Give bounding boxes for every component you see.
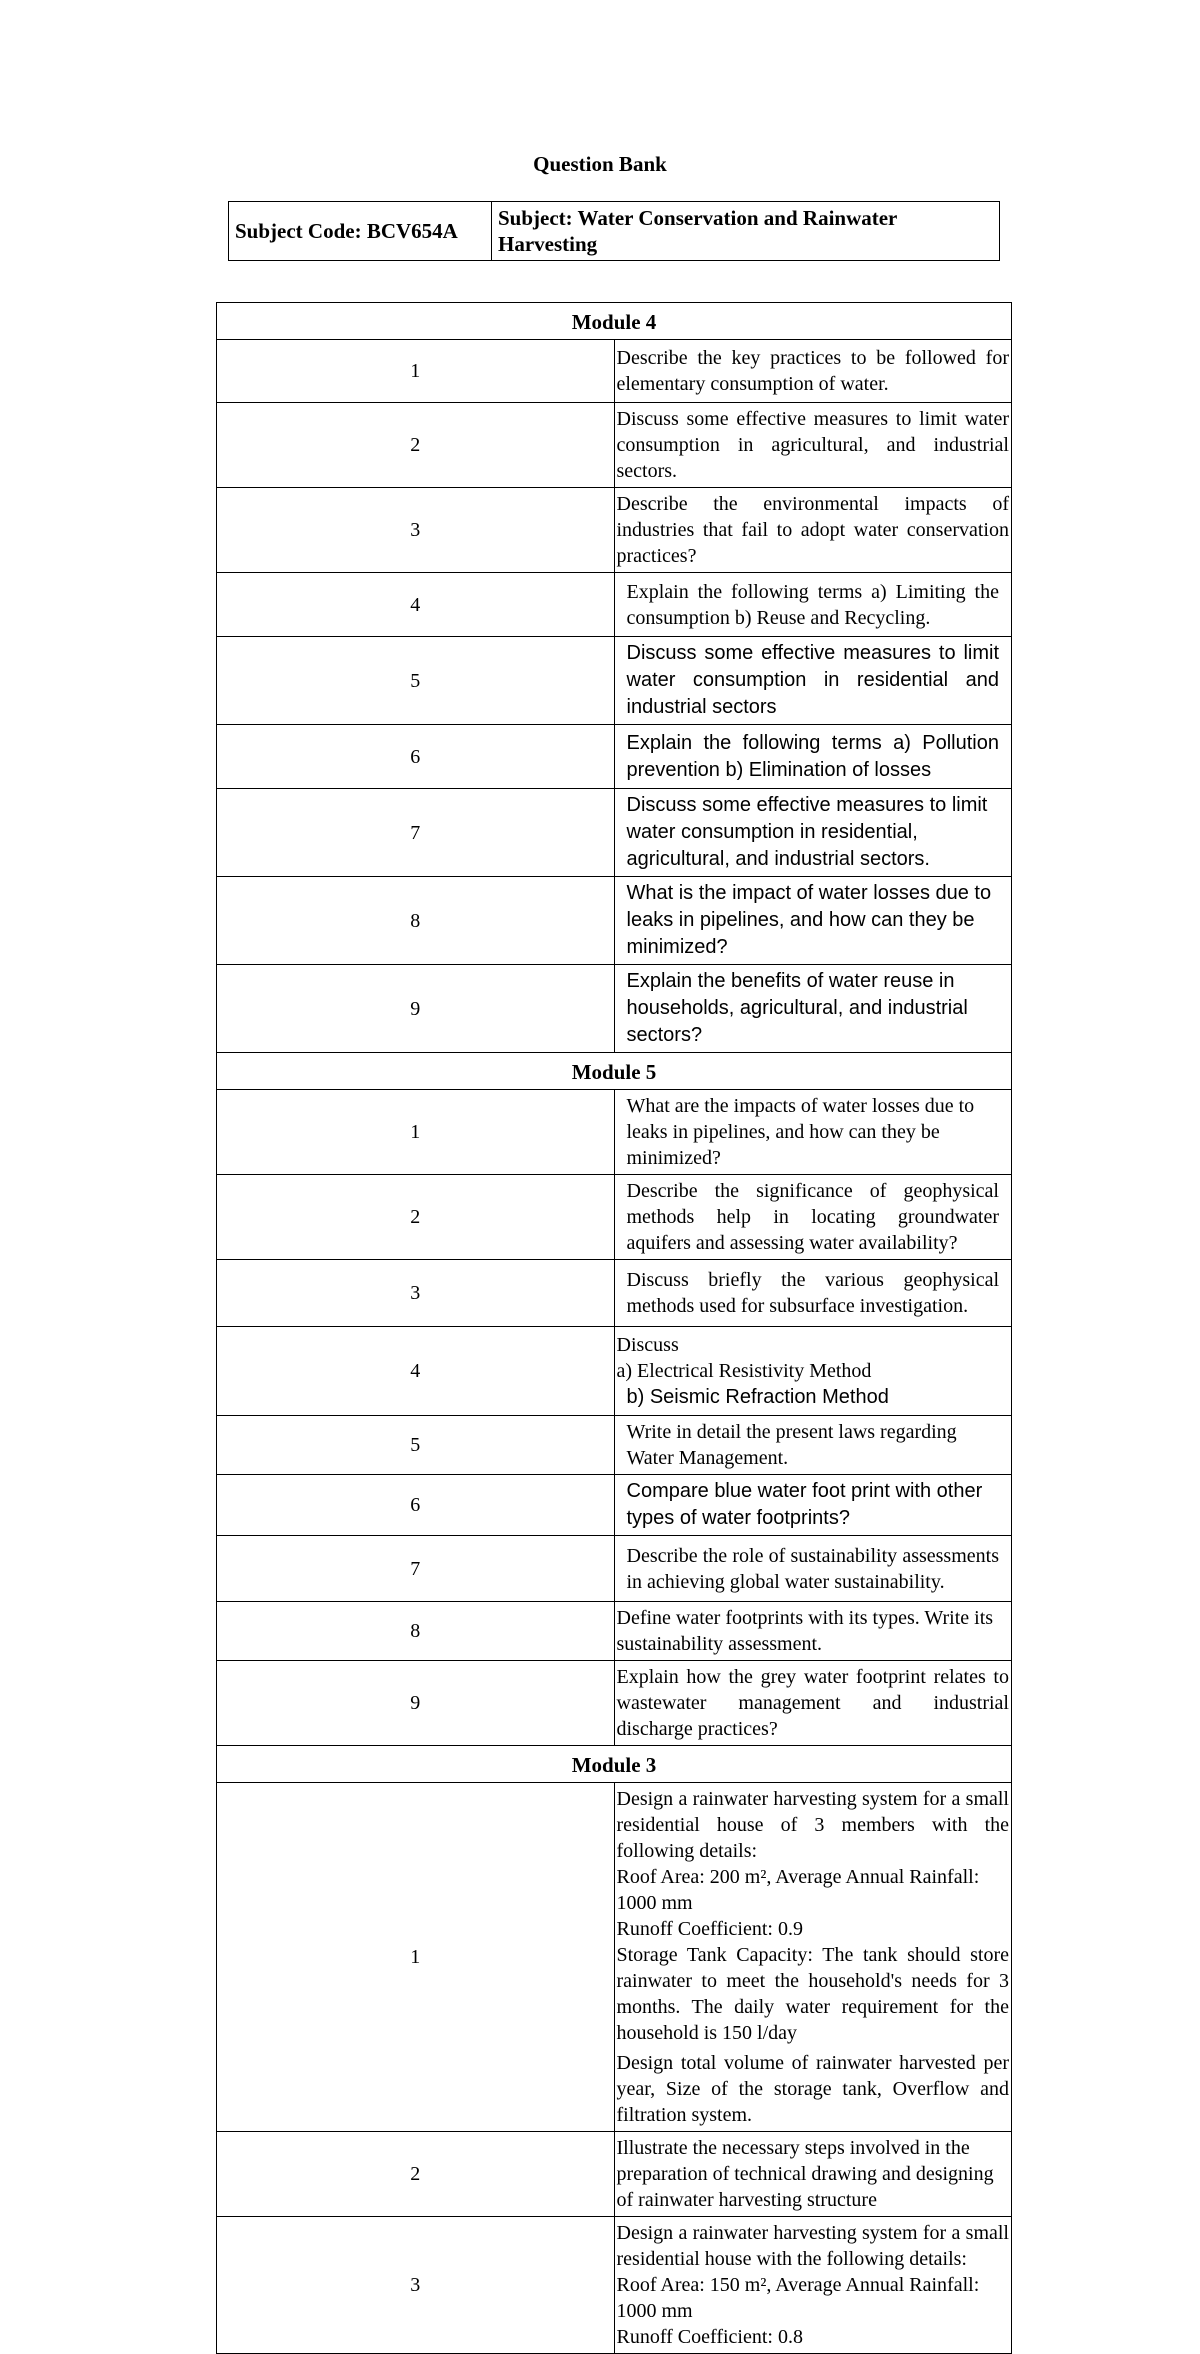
module-heading-row (217, 1746, 1012, 1783)
question-text: Define water footprints with its types. Write its sustainability assessment. (614, 1602, 1012, 1661)
question-text: Describe the role of sustainability assessments in achieving global water sustainability. (614, 1536, 1012, 1602)
question-number: 2 (217, 2132, 615, 2217)
question-line: Design a rainwater harvesting system for a small residential house with the following details: (616, 2222, 1009, 2270)
question-line: Discuss (616, 1334, 679, 1356)
question-number: 4 (217, 573, 615, 637)
question-number: 3 (217, 488, 615, 573)
question-row (217, 789, 1012, 877)
question-row (217, 573, 1012, 637)
module-heading-row (217, 1053, 1012, 1090)
question-line: Design total volume of rainwater harvested per year, Size of the storage tank, Overflow and filtration system. (616, 2052, 1009, 2126)
question-number: 7 (217, 1536, 615, 1602)
question-row (217, 1175, 1012, 1260)
question-number: 1 (217, 340, 615, 403)
question-number: 9 (217, 965, 615, 1053)
question-line: Roof Area: 200 m², Average Annual Rainfall: 1000 mm (616, 1866, 980, 1914)
subject-code: Subject Code: BCV654A (229, 202, 492, 261)
module-heading: Module 4 (217, 303, 1012, 340)
question-row (217, 1602, 1012, 1661)
subject-header-row (229, 202, 1000, 261)
question-text: Compare blue water foot print with other types of water footprints? (614, 1475, 1012, 1536)
question-number: 1 (217, 1090, 615, 1175)
question-text: Discuss some effective measures to limit water consumption in agricultural, and industrial sectors. (614, 403, 1012, 488)
question-line: Roof Area: 150 m², Average Annual Rainfall: 1000 mm (616, 2274, 980, 2322)
question-row (217, 1536, 1012, 1602)
question-number: 6 (217, 1475, 615, 1536)
question-text: Explain how the grey water footprint relates to wastewater management and industrial discharge practices? (614, 1661, 1012, 1746)
question-text (614, 2217, 1012, 2354)
question-row (217, 488, 1012, 573)
question-row (217, 403, 1012, 488)
question-row (217, 1090, 1012, 1175)
question-row (217, 1260, 1012, 1327)
question-text: Discuss briefly the various geophysical methods used for subsurface investigation. (614, 1260, 1012, 1327)
question-number: 3 (217, 1260, 615, 1327)
question-number: 8 (217, 1602, 615, 1661)
question-text: Write in detail the present laws regarding Water Management. (614, 1416, 1012, 1475)
question-row (217, 1661, 1012, 1746)
question-number: 4 (217, 1327, 615, 1416)
question-bank-table (216, 302, 1012, 2354)
question-line: Runoff Coefficient: 0.9 (616, 1918, 803, 1940)
question-text: What is the impact of water losses due to leaks in pipelines, and how can they be minimized? (614, 877, 1012, 965)
question-row (217, 725, 1012, 789)
subject-name: Subject: Water Conservation and Rainwater Harvesting (492, 202, 1000, 261)
question-text: Discuss some effective measures to limit water consumption in residential and industrial sectors (614, 637, 1012, 725)
question-row (217, 2132, 1012, 2217)
question-row (217, 1783, 1012, 2132)
question-text (614, 1327, 1012, 1416)
question-text: Describe the key practices to be followed for elementary consumption of water. (614, 340, 1012, 403)
question-text: Explain the following terms a) Pollution prevention b) Elimination of losses (614, 725, 1012, 789)
subject-header-table (228, 201, 1000, 261)
question-row (217, 340, 1012, 403)
question-text (614, 1783, 1012, 2132)
question-text: What are the impacts of water losses due to leaks in pipelines, and how can they be minimized? (614, 1090, 1012, 1175)
question-row (217, 1416, 1012, 1475)
module-heading: Module 3 (217, 1746, 1012, 1783)
question-text: Describe the significance of geophysical methods help in locating groundwater aquifers and assessing water availability? (614, 1175, 1012, 1260)
question-text: Explain the following terms a) Limiting the consumption b) Reuse and Recycling. (614, 573, 1012, 637)
question-row (217, 1475, 1012, 1536)
question-text: Discuss some effective measures to limit water consumption in residential, agricultural, and industrial sectors. (614, 789, 1012, 877)
question-number: 6 (217, 725, 615, 789)
question-row (217, 877, 1012, 965)
question-number: 7 (217, 789, 615, 877)
question-line: Design a rainwater harvesting system for a small residential house of 3 members with the following details: (616, 1788, 1009, 1862)
question-number: 3 (217, 2217, 615, 2354)
question-row (217, 1327, 1012, 1416)
question-row (217, 2217, 1012, 2354)
module-heading-row (217, 303, 1012, 340)
question-number: 9 (217, 1661, 615, 1746)
question-number: 5 (217, 637, 615, 725)
question-text: Explain the benefits of water reuse in households, agricultural, and industrial sectors? (614, 965, 1012, 1053)
question-number: 8 (217, 877, 615, 965)
question-text: Illustrate the necessary steps involved in the preparation of technical drawing and designing of rainwater harvesting structure (614, 2132, 1012, 2217)
module-heading: Module 5 (217, 1053, 1012, 1090)
question-line: Runoff Coefficient: 0.8 (616, 2326, 803, 2348)
question-line: Storage Tank Capacity: The tank should store rainwater to meet the household's needs for 3 months. The daily water requirement for the household is 150 l/day (616, 1944, 1009, 2044)
question-row (217, 637, 1012, 725)
question-text: Describe the environmental impacts of industries that fail to adopt water conservation practices? (614, 488, 1012, 573)
question-number: 2 (217, 1175, 615, 1260)
question-number: 5 (217, 1416, 615, 1475)
question-row (217, 965, 1012, 1053)
question-line: a) Electrical Resistivity Method (616, 1360, 872, 1382)
question-number: 2 (217, 403, 615, 488)
question-line: b) Seismic Refraction Method (626, 1386, 889, 1408)
page-title: Question Bank (533, 152, 667, 176)
question-number: 1 (217, 1783, 615, 2132)
